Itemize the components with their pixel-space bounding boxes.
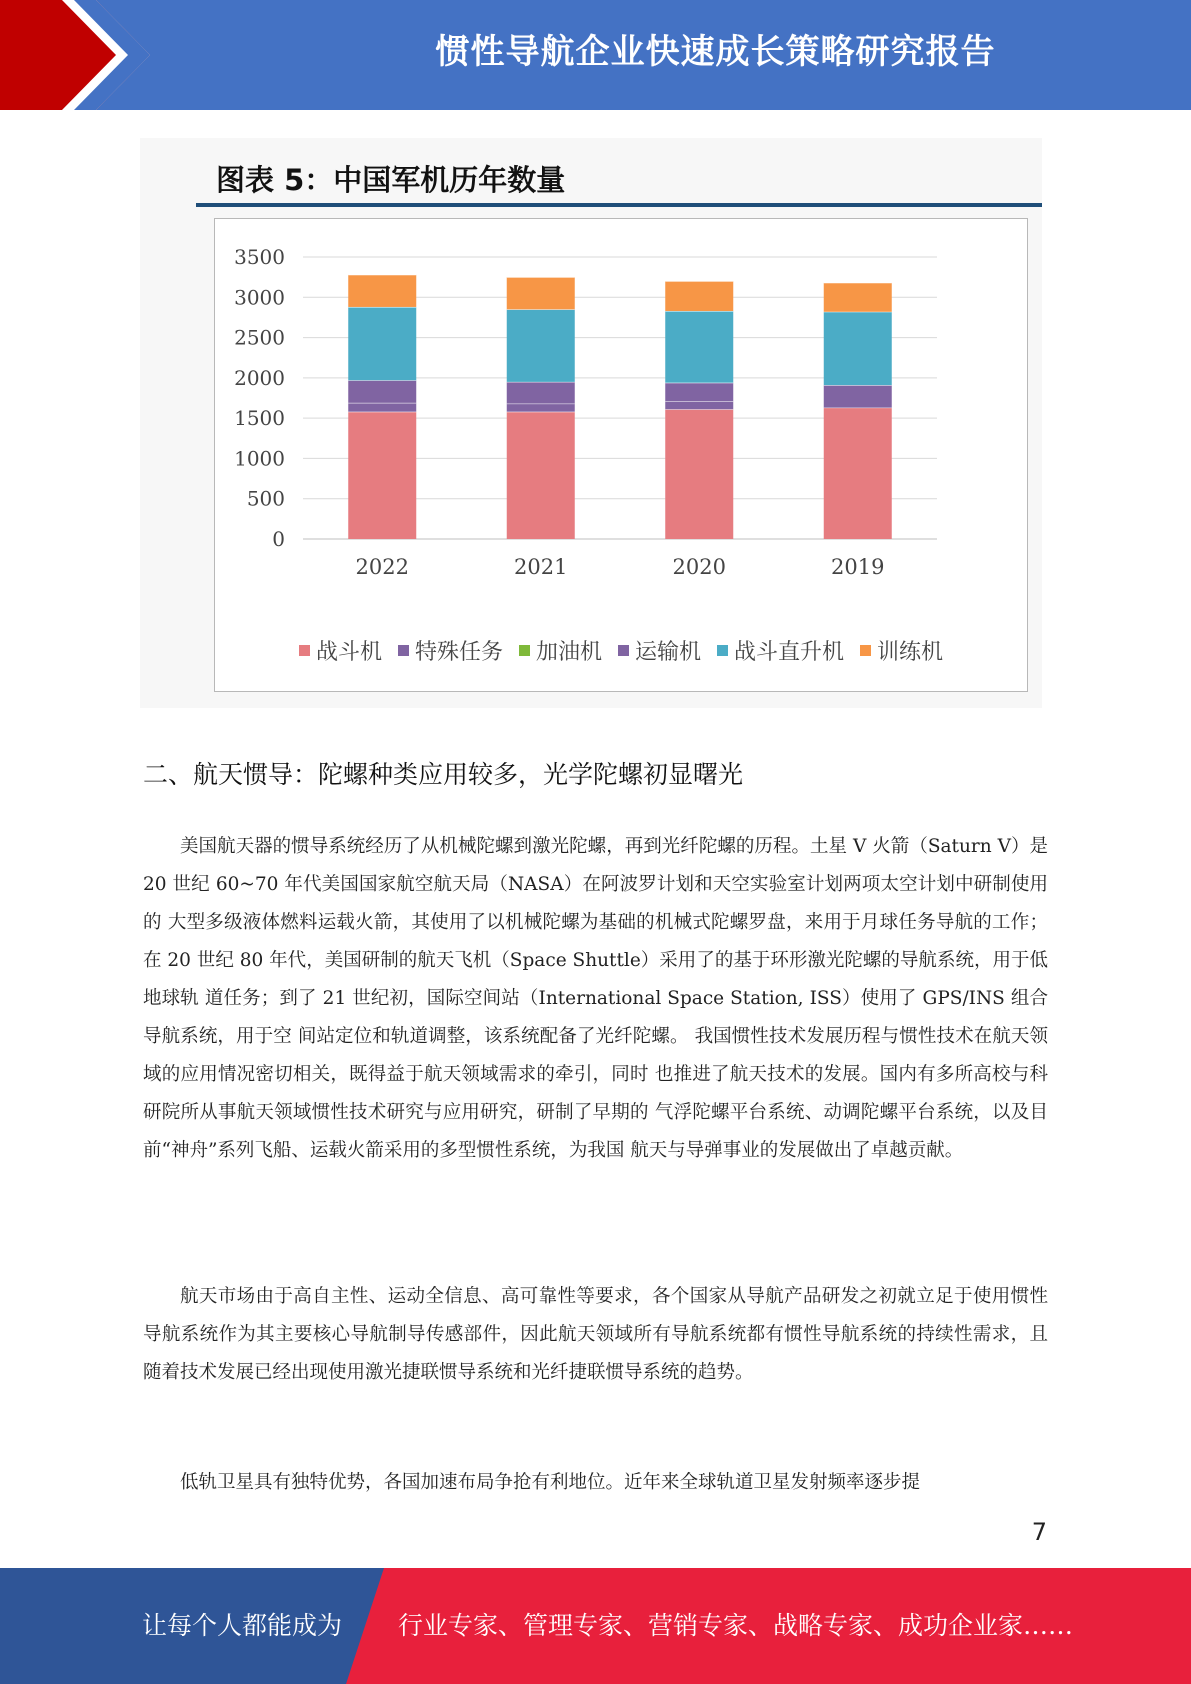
page-number: 7 (1031, 1518, 1047, 1546)
page-header (0, 0, 1191, 110)
x-tick-label: 2021 (514, 555, 568, 579)
figure-title-rule (196, 203, 1042, 207)
legend-swatch (860, 645, 871, 656)
y-tick-label: 500 (246, 486, 285, 511)
footer-slogan-left: 让每个人都能成为 (142, 1611, 343, 1640)
y-tick-label: 0 (272, 527, 285, 551)
bar-segment (348, 380, 416, 403)
figure-panel (140, 138, 1042, 708)
bar-segment (507, 412, 575, 539)
y-tick-label: 1000 (234, 446, 285, 471)
x-tick-label: 2022 (355, 555, 409, 579)
x-tick-label: 2020 (672, 555, 726, 579)
bar-segment (348, 275, 416, 307)
y-tick-label: 3500 (234, 245, 285, 269)
legend-item (299, 635, 382, 666)
y-tick-label: 2000 (234, 365, 285, 390)
chart-legend (215, 635, 1027, 666)
bar-segment (348, 412, 416, 539)
y-tick-label: 3000 (234, 285, 285, 310)
legend-item (860, 635, 943, 666)
legend-item (717, 635, 844, 666)
report-title: 惯性导航企业快速成长策略研究报告 (435, 32, 996, 72)
page-footer (0, 1568, 1191, 1684)
legend-swatch (299, 645, 310, 656)
legend-label: 特殊任务 (414, 640, 503, 665)
body-paragraph-2: 航天市场由于高自主性、运动全信息、高可靠性等要求，各个国家从导航产品研发之初就立足于使用惯性 导航系统作为其主要核心导航制导传感部件，因此航天领域所有导航系统都有惯性导航系统的持续性需求，且 随着技术发展已经出现使用激光捷联惯导系统和光纤捷联惯导系统的趋势。 (143, 1286, 1048, 1383)
legend-item (519, 635, 602, 666)
legend-label: 加油机 (535, 640, 602, 665)
bar-segment (824, 385, 892, 408)
legend-swatch (618, 645, 629, 656)
bar-segment (665, 311, 733, 383)
header-arrow-decoration (0, 0, 160, 110)
legend-item (398, 635, 503, 666)
bar-segment (348, 307, 416, 380)
legend-swatch (398, 645, 409, 656)
figure-title: 图表 5：中国军机历年数量 (216, 163, 566, 197)
bar-segment (507, 404, 575, 412)
legend-label: 战斗直升机 (734, 640, 845, 665)
legend-label: 训练机 (877, 640, 944, 665)
section-heading: 二、航天惯导：陀螺种类应用较多，光学陀螺初显曙光 (143, 760, 744, 789)
bar-segment (665, 401, 733, 409)
legend-item (618, 635, 701, 666)
bar-segment (507, 309, 575, 382)
legend-label: 战斗机 (315, 640, 382, 665)
bar-segment (665, 281, 733, 311)
y-tick-label: 1500 (234, 406, 285, 431)
body-paragraph-1: 美国航天器的惯导系统经历了从机械陀螺到激光陀螺，再到光纤陀螺的历程。土星 V 火箭（Saturn V）是 20 世纪 60~70 年代美国国家航空航天局（NASA）在阿波罗计划和天空实验室计划两项太空计划中研制使用的 大型多级液体燃料运载火箭，其使用了以机械陀螺为基础的机械式陀螺罗盘，来用于月球任务导航的工作；在 20 世纪 80 年代，美国研制的航天飞机（Space Shuttle）采用了的基于环形激光陀螺的导航系统，用于低地球轨 道任务；到了 21 世纪初，国际空间站（International Space Station, ISS）使用了 GPS/INS 组合导航系统，用于空 间站定位和轨道调整，该系统配备了光纤陀螺。 我国惯性技术发展历程与惯性技术在航天领域的应用情况密切相关，既得益于航天领域需求的牵引，同时 也推进了航天技术的发展。国内有多所高校与科研院所从事航天领域惯性技术研究与应用研究，研制了早期的 气浮陀螺平台系统、动调陀螺平台系统，以及目前“神舟”系列飞船、运载火箭采用的多型惯性系统，为我国 航天与导弹事业的发展做出了卓越贡献。 (143, 836, 1048, 1161)
chart-frame (214, 218, 1028, 692)
stacked-bar-chart (215, 219, 1027, 691)
y-tick-label: 2500 (234, 325, 285, 350)
x-tick-label: 2019 (831, 555, 885, 579)
bar-segment (665, 383, 733, 402)
legend-swatch (717, 645, 728, 656)
bar-segment (507, 277, 575, 309)
body-paragraph-3: 低轨卫星具有独特优势，各国加速布局争抢有利地位。近年来全球轨道卫星发射频率逐步提 (180, 1472, 921, 1493)
bar-segment (348, 403, 416, 412)
bar-segment (665, 409, 733, 539)
legend-label: 运输机 (635, 640, 702, 665)
footer-slogan-right: 行业专家、管理专家、营销专家、战略专家、成功企业家…… (398, 1611, 1074, 1640)
bar-segment (507, 382, 575, 404)
bar-segment (824, 408, 892, 539)
legend-swatch (519, 645, 530, 656)
bar-segment (824, 312, 892, 385)
bar-segment (824, 283, 892, 312)
